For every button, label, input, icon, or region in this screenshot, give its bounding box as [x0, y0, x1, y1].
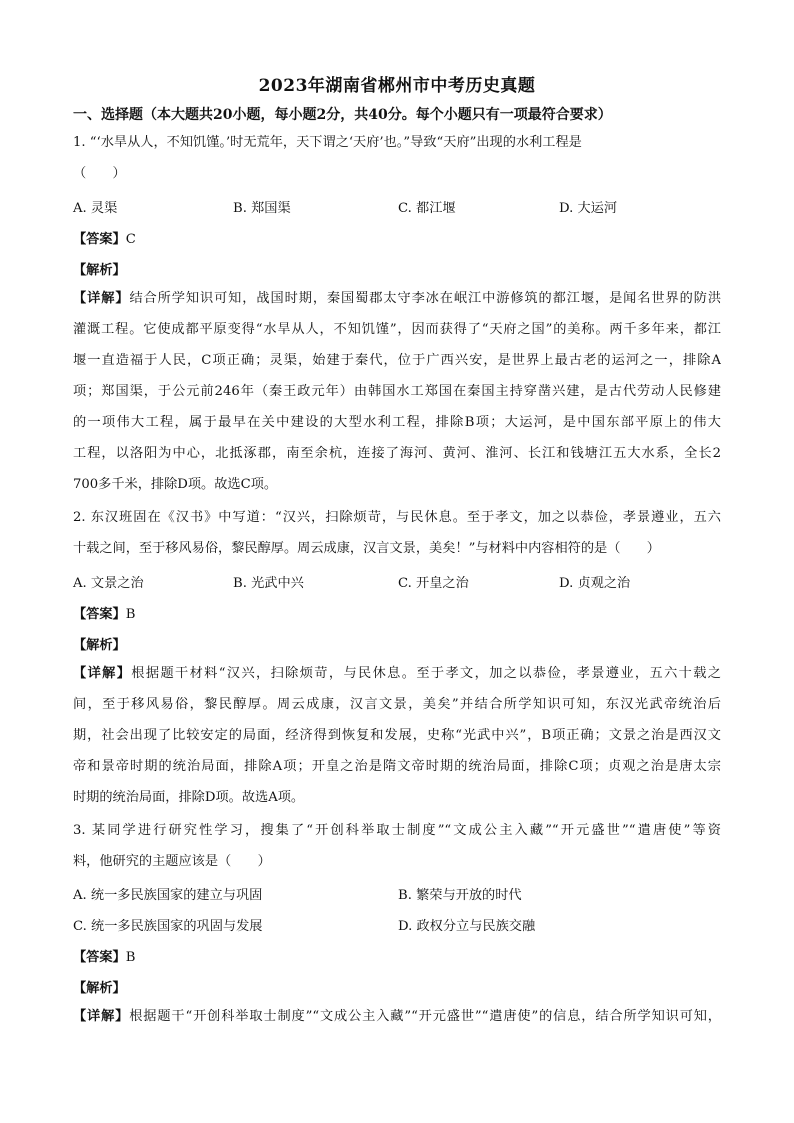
- q2-answer: [73, 603, 135, 622]
- q1-stem-line: 1. “‘水旱从人，不知饥馑。’时无荒年，天下谓之‘天府’也。”导致“天府”出现的水利工程是: [73, 135, 582, 150]
- detail-label: 【详解】: [73, 291, 130, 306]
- detail-label: 【详解】: [73, 666, 132, 681]
- q3-answer: [73, 946, 135, 965]
- q1-detail-line: 工程，以洛阳为中心，北抵涿郡，南至余杭，连接了海河、黄河、淮河、长江和钱塘江五大水系，全长2: [73, 446, 721, 461]
- q1-option-a: A. 灵渠: [73, 201, 118, 216]
- answer-value: B: [125, 607, 136, 622]
- q1-option-d: D. 大运河: [559, 201, 618, 216]
- answer-value: B: [125, 950, 136, 965]
- q2-detail-line: 期，社会出现了比较安定的局面，经济得到恢复和发展，史称“光武中兴”，B项正确；文景之治是西汉文: [73, 728, 721, 743]
- detail-text: 根据题干“开创科举取士制度”“文成公主入藏”“开元盛世”“遣唐使”的信息，结合所学知识可知，: [129, 1009, 721, 1024]
- analysis-label: 【解析】: [73, 638, 126, 653]
- q2-detail-line: 时期的统治局面，排除D项。故选A项。: [73, 790, 305, 805]
- q2-option-a: A. 文景之治: [73, 576, 144, 591]
- q1-answer: [73, 228, 136, 247]
- q3-option-b: B. 繁荣与开放的时代: [398, 888, 522, 903]
- detail-text: 结合所学知识可知，战国时期，秦国蜀郡太守李冰在岷江中游修筑的都江堰，是闻名世界的防洪: [129, 291, 721, 306]
- q1-option-c: C. 都江堰: [398, 201, 456, 216]
- q2-detail-line: 间，至于移风易俗，黎民醇厚。周云成康，汉言文景，美矣”并结合所学知识可知，东汉光武帝统治后: [73, 697, 721, 712]
- q1-detail-line: 700多千米，排除D项。故选C项。: [73, 477, 278, 492]
- q2-stem-line: 2. 东汉班固在《汉书》中写道：“汉兴，扫除烦苛，与民休息。至于孝文，加之以恭俭，孝景遵业，五六: [73, 510, 721, 525]
- q1-detail-line: [73, 283, 721, 314]
- analysis-label: 【解析】: [73, 263, 126, 278]
- q3-option-c: C. 统一多民族国家的巩固与发展: [73, 919, 263, 934]
- q3-stem-line: 料，他研究的主题应该是（ ）: [73, 854, 271, 869]
- q2-option-d: D. 贞观之治: [559, 576, 631, 591]
- q2-detail-line: [73, 658, 721, 689]
- analysis-label: 【解析】: [73, 981, 126, 996]
- q3-analysis-label: [73, 977, 126, 996]
- q2-analysis-label: [73, 634, 126, 653]
- answer-label: 【答案】: [73, 232, 126, 247]
- q3-stem-line: 3. 某同学进行研究性学习，搜集了“开创科举取士制度”“文成公主入藏”“开元盛世”“遣唐使”等资: [73, 823, 721, 838]
- answer-label: 【答案】: [73, 607, 126, 622]
- detail-text: 根据题干材料“汉兴，扫除烦苛，与民休息。至于孝文，加之以恭俭，孝景遵业，五六十载之: [131, 666, 721, 681]
- q1-analysis-label: [73, 259, 126, 278]
- answer-label: 【答案】: [73, 950, 126, 965]
- answer-value: C: [125, 232, 136, 247]
- q1-option-b: B. 郑国渠: [233, 201, 291, 216]
- q1-detail-line: 灌溉工程。它使成都平原变得“水旱从人，不知饥馑”，因而获得了“天府之国”的美称。两千多年来，都江: [73, 322, 721, 337]
- q3-detail-line: [73, 1001, 721, 1032]
- q1-stem-line: （ ）: [73, 166, 126, 181]
- page-title: 2023年湖南省郴州市中考历史真题: [258, 76, 536, 96]
- q2-option-b: B. 光武中兴: [233, 576, 304, 591]
- q3-option-a: A. 统一多民族国家的建立与巩固: [73, 888, 263, 903]
- q2-stem-line: 十载之间，至于移风易俗，黎民醇厚。周云成康，汉言文景，美矣！”与材料中内容相符的是（ ）: [73, 541, 660, 556]
- section-heading: 一、选择题（本大题共20小题，每小题2分，共40分。每个小题只有一项最符合要求）: [73, 107, 612, 123]
- q3-option-d: D. 政权分立与民族交融: [398, 919, 536, 934]
- q2-detail-line: 帝和景帝时期的统治局面，排除A项；开皇之治是隋文帝时期的统治局面，排除C项；贞观之治是唐太宗: [73, 759, 721, 774]
- q1-detail-line: 项；郑国渠，于公元前246年（秦王政元年）由韩国水工郑国在秦国主持穿凿兴建，是古代劳动人民修建: [73, 384, 721, 399]
- q1-detail-line: 的一项伟大工程，属于最早在关中建设的大型水利工程，排除B项；大运河，是中国东部平原上的伟大: [73, 415, 721, 430]
- q1-detail-line: 堰一直造福于人民，C项正确；灵渠，始建于秦代，位于广西兴安，是世界上最古老的运河之一，排除A: [73, 353, 721, 368]
- q2-option-c: C. 开皇之治: [398, 576, 469, 591]
- detail-label: 【详解】: [73, 1009, 130, 1024]
